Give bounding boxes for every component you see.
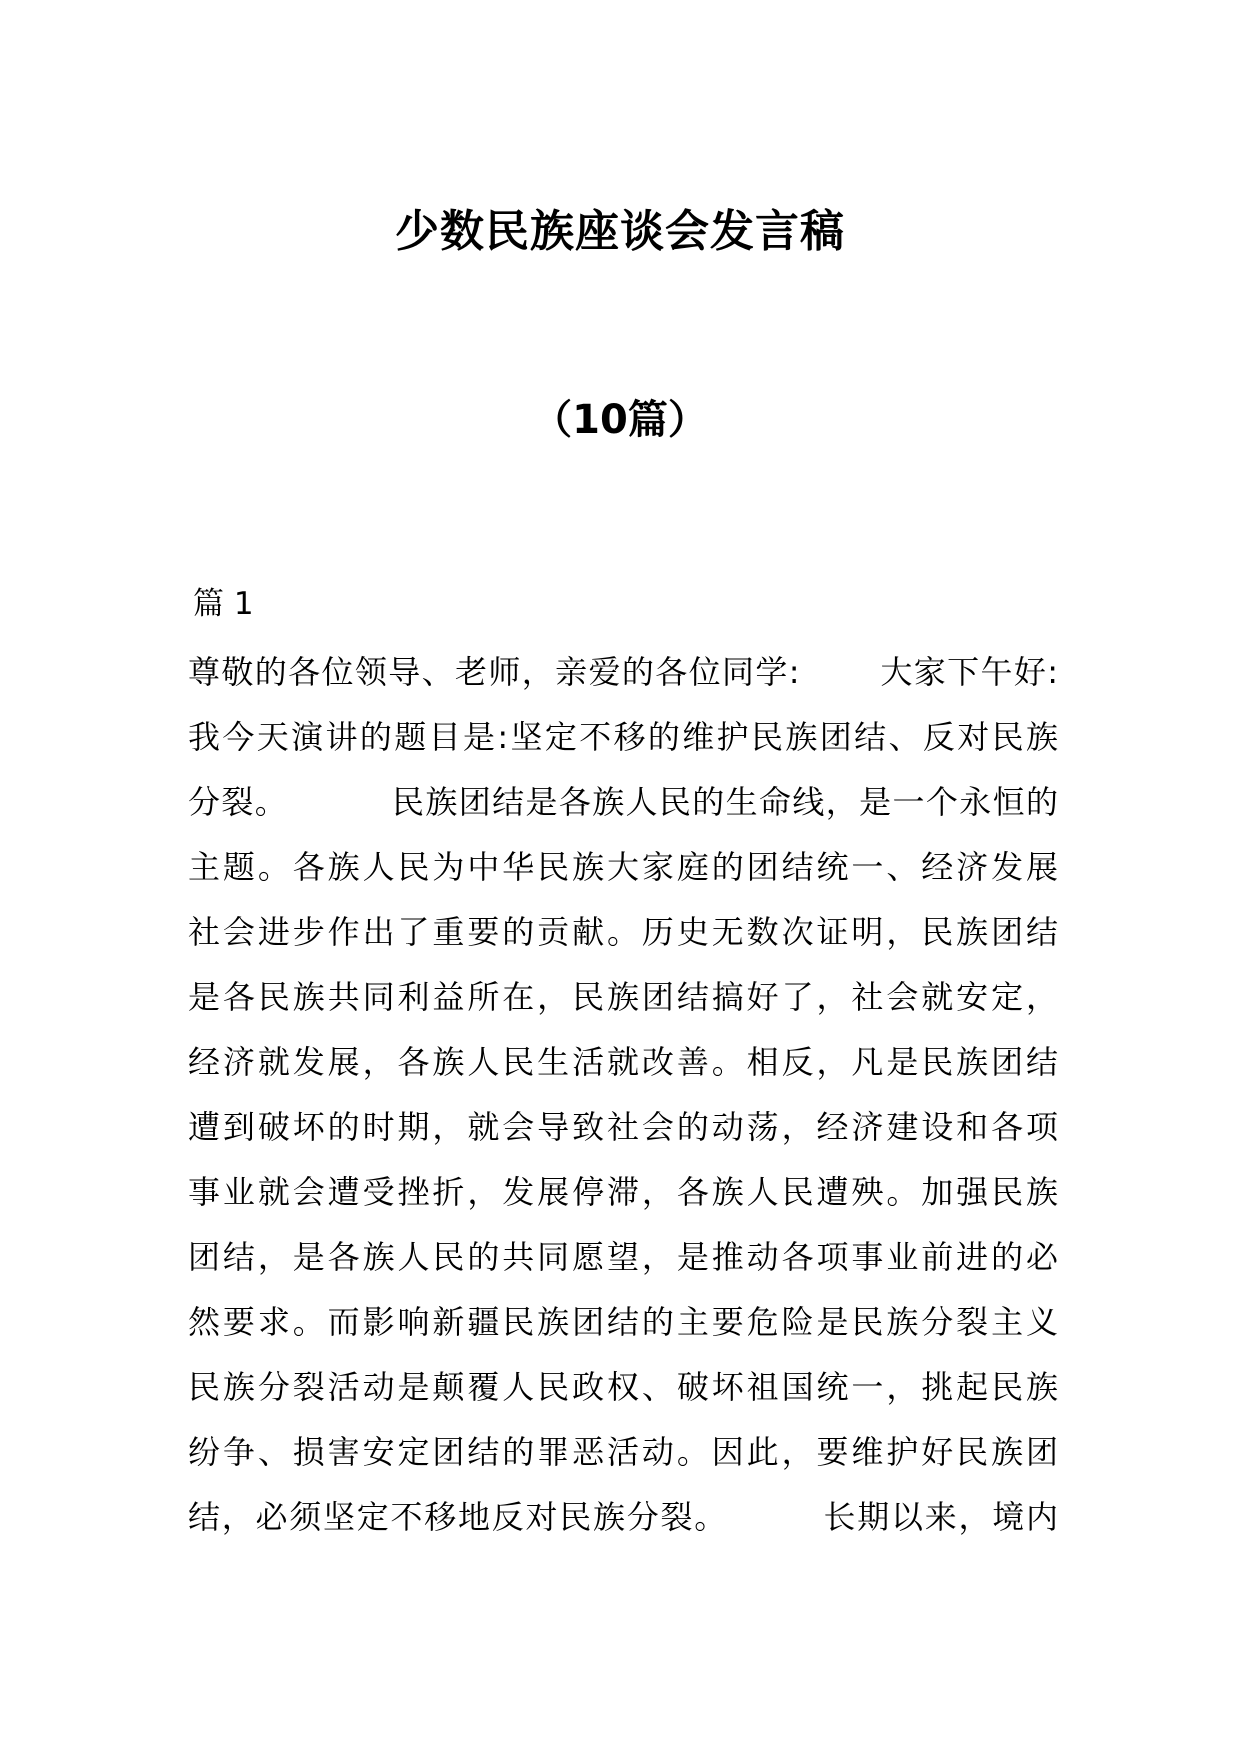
text-line: 社会进步作出了重要的贡献。历史无数次证明，民族团结 [188,913,1058,951]
text-line: 遭到破坏的时期，就会导致社会的动荡，经济建设和各项 [188,1108,1058,1146]
text-line: 结，必须坚定不移地反对民族分裂。 长期以来，境内 [188,1498,1058,1536]
text-line: 团结，是各族人民的共同愿望，是推动各项事业前进的必 [188,1238,1058,1276]
text-line: 尊敬的各位领导、老师，亲爱的各位同学: 大家下午好: [188,653,1058,691]
text-line: 我今天演讲的题目是:坚定不移的维护民族团结、反对民族 [188,718,1058,756]
text-line: 民族分裂活动是颠覆人民政权、破坏祖国统一，挑起民族 [188,1368,1058,1406]
text-line: 事业就会遭受挫折，发展停滞，各族人民遭殃。加强民族 [188,1173,1058,1211]
text-line: 经济就发展，各族人民生活就改善。相反，凡是民族团结 [188,1043,1058,1081]
text-line: 是各民族共同利益所在，民族团结搞好了，社会就安定， [188,978,1058,1016]
text-line: 然要求。而影响新疆民族团结的主要危险是民族分裂主义 [188,1303,1058,1341]
document-subtitle: （10篇） [532,397,708,443]
text-line: 主题。各族人民为中华民族大家庭的团结统一、经济发展 [188,848,1058,886]
text-line: 分裂。 民族团结是各族人民的生命线，是一个永恒的 [188,783,1058,821]
document-title: 少数民族座谈会发言稿 [395,206,845,257]
body-text [188,640,1058,1550]
text-line: 纷争、损害安定团结的罪恶活动。因此，要维护好民族团 [188,1433,1058,1471]
section-label: 篇 1 [193,586,254,622]
